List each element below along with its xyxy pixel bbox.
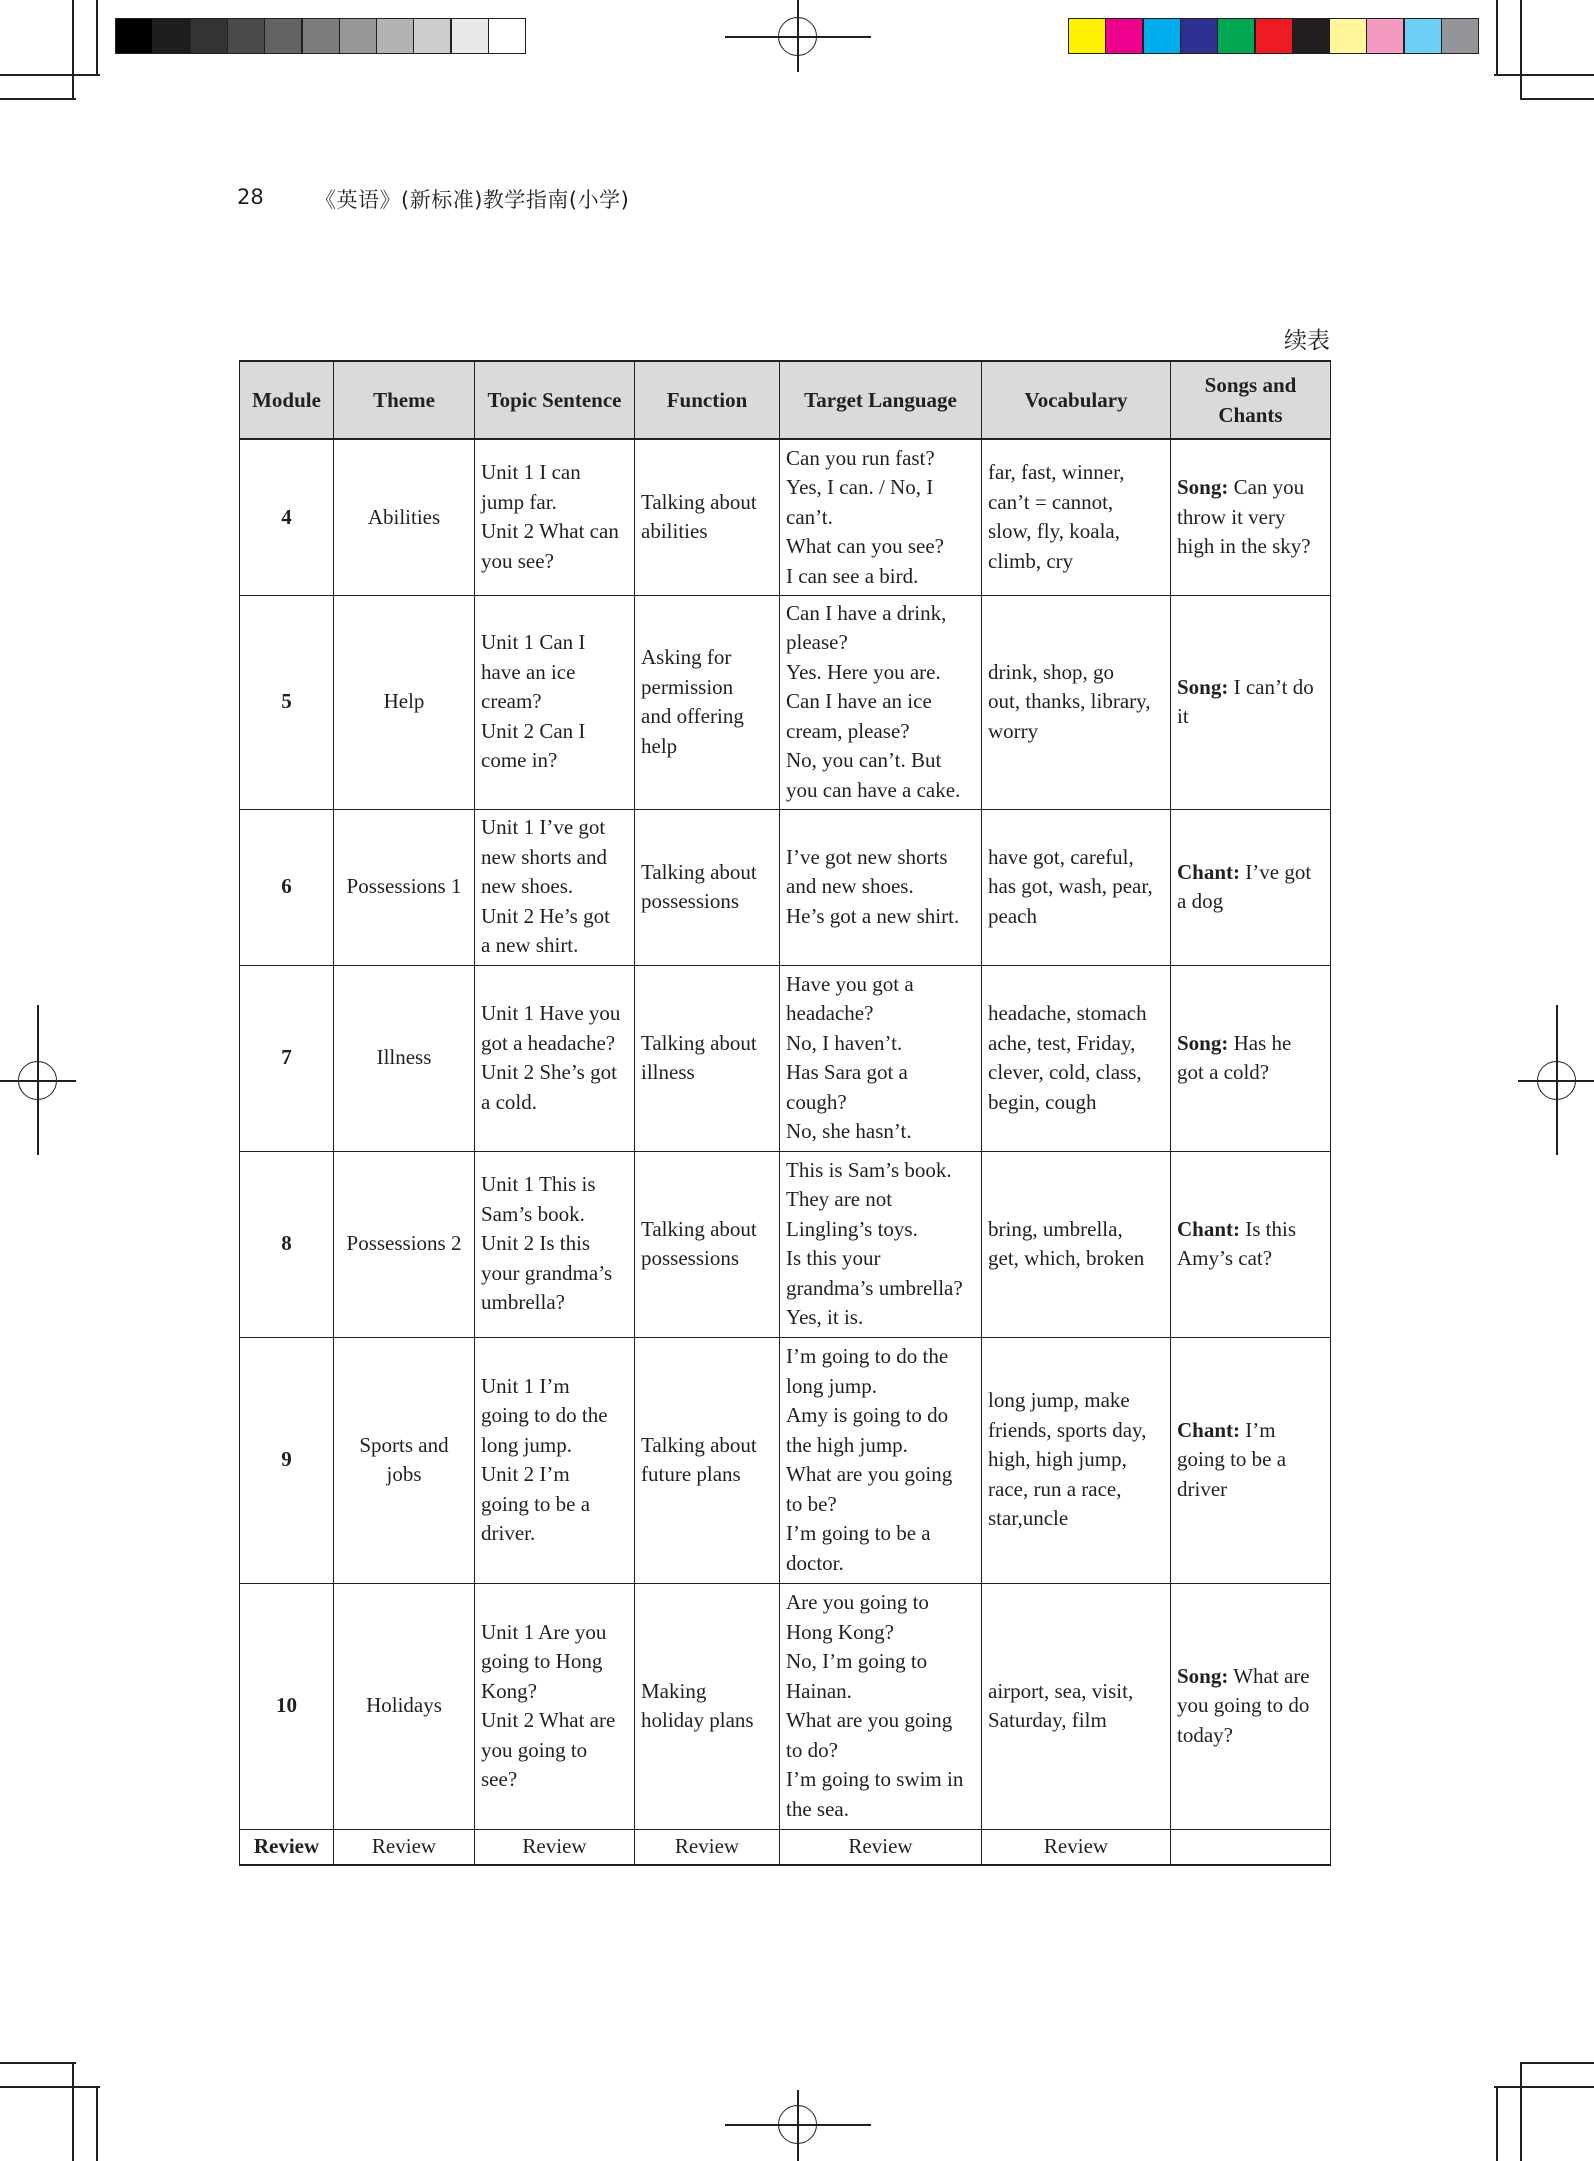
header-theme: Theme — [334, 361, 475, 439]
target-language-cell-line: Has Sara got a — [786, 1060, 908, 1084]
vocabulary-cell — [982, 1337, 1171, 1583]
target-language-cell-line: can’t. — [786, 504, 833, 529]
module-cell: 6 — [240, 809, 334, 965]
vocabulary-cell-line: race, run a race, — [988, 1476, 1122, 1501]
syllabus-table — [239, 360, 1331, 1866]
topic-sentence-cell-line: Unit 2 I’m — [481, 1462, 570, 1486]
table-row — [240, 1337, 1331, 1583]
table-row-review — [240, 1829, 1331, 1865]
target-language-cell-line: the sea. — [786, 1796, 849, 1821]
target-language-cell-line: No, she hasn’t. — [786, 1119, 912, 1143]
target-language-cell-line: Amy is going to do — [786, 1403, 949, 1427]
function-cell-line: Talking about — [641, 489, 757, 514]
song-title-line: a dog — [1177, 889, 1224, 913]
target-language-cell — [780, 595, 982, 809]
color-swatch — [1180, 18, 1218, 54]
topic-sentence-cell-line: Unit 2 He’s got — [481, 903, 610, 928]
module-cell: 9 — [240, 1337, 334, 1583]
function-cell-line: holiday plans — [641, 1708, 754, 1732]
color-swatch — [1366, 18, 1404, 54]
song-type-label: Chant: — [1177, 1216, 1241, 1241]
target-language-cell-line: Hainan. — [786, 1678, 852, 1703]
topic-sentence-cell-line: Unit 2 Is this — [481, 1231, 591, 1256]
color-swatch — [1143, 18, 1181, 54]
module-cell: 7 — [240, 965, 334, 1151]
vocabulary-cell-line: airport, sea, visit, — [988, 1678, 1134, 1703]
song-title-line: What are — [1228, 1663, 1310, 1688]
song-title-line: you going to do — [1177, 1693, 1310, 1718]
header-target-language: Target Language — [780, 361, 982, 439]
function-cell-line: possessions — [641, 1246, 740, 1270]
topic-sentence-cell-line: Unit 1 Have you — [481, 1001, 621, 1025]
table-continued-label: 续表 — [1284, 328, 1330, 354]
gray-swatch — [488, 18, 526, 54]
target-language-cell-line: grandma’s umbrella? — [786, 1275, 963, 1300]
topic-sentence-cell-line: jump far. — [481, 489, 557, 514]
target-language-cell-line: What can you see? — [786, 534, 945, 558]
topic-sentence-cell-line: Unit 2 What are — [481, 1708, 616, 1732]
target-language-cell-line: No, I’m going to — [786, 1649, 928, 1673]
function-cell-line: Talking about — [641, 859, 757, 884]
topic-sentence-cell — [475, 1151, 635, 1337]
function-cell — [635, 439, 780, 595]
function-cell-line: possessions — [641, 889, 740, 913]
header-songs-and-chants: Songs and Chants — [1171, 361, 1331, 439]
vocabulary-cell-line: far, fast, winner, — [988, 460, 1125, 485]
songs-cell — [1171, 809, 1331, 965]
target-language-cell-line: Lingling’s toys. — [786, 1216, 918, 1241]
vocabulary-cell — [982, 1151, 1171, 1337]
gray-swatch — [190, 18, 228, 54]
topic-sentence-cell-line: you see? — [481, 548, 554, 573]
vocabulary-cell — [982, 439, 1171, 595]
song-title-line: Is this — [1240, 1216, 1297, 1241]
function-cell-line: Talking about — [641, 1432, 757, 1457]
table-row — [240, 809, 1331, 965]
topic-sentence-cell-line: going to do the — [481, 1403, 608, 1427]
function-cell — [635, 595, 780, 809]
color-swatch — [1105, 18, 1143, 54]
topic-sentence-cell-line: going to be a — [481, 1491, 591, 1516]
topic-sentence-cell-line: Unit 1 I’m — [481, 1373, 570, 1398]
vocabulary-cell-line: star,uncle — [988, 1506, 1069, 1531]
target-language-cell-line: you can have a cake. — [786, 777, 961, 802]
song-type-label: Song: — [1177, 1663, 1229, 1688]
target-language-cell-line: No, I haven’t. — [786, 1030, 903, 1055]
vocabulary-cell — [982, 965, 1171, 1151]
review-songs-cell — [1171, 1829, 1331, 1865]
song-title-line: I’m — [1240, 1417, 1276, 1442]
topic-sentence-cell-line: Unit 2 What can — [481, 519, 619, 544]
song-type-label: Song: — [1177, 674, 1229, 699]
target-language-cell-line: to be? — [786, 1491, 837, 1516]
gray-swatch — [413, 18, 451, 54]
target-language-cell-line: I’m going to swim in — [786, 1767, 964, 1791]
song-type-label: Song: — [1177, 475, 1229, 499]
topic-sentence-cell-line: cream? — [481, 689, 542, 714]
table-header-row — [240, 361, 1331, 439]
topic-sentence-cell-line: Sam’s book. — [481, 1201, 585, 1226]
gray-swatch — [152, 18, 190, 54]
target-language-cell-line: Have you got a — [786, 971, 914, 996]
vocabulary-cell-line: can’t = cannot, — [988, 489, 1114, 514]
theme-cell: Possessions 1 — [334, 809, 475, 965]
function-cell-line: permission — [641, 674, 734, 699]
target-language-cell-line: They are not — [786, 1187, 893, 1211]
target-language-cell-line: cough? — [786, 1089, 847, 1114]
module-cell: 8 — [240, 1151, 334, 1337]
target-language-cell-line: What are you going — [786, 1708, 953, 1732]
vocabulary-cell-line: slow, fly, koala, — [988, 519, 1120, 544]
topic-sentence-cell-line: umbrella? — [481, 1290, 565, 1315]
module-cell: 5 — [240, 595, 334, 809]
theme-cell: Abilities — [334, 439, 475, 595]
color-swatch — [1404, 18, 1442, 54]
song-type-label: Chant: — [1177, 859, 1241, 884]
topic-sentence-cell-line: got a headache? — [481, 1030, 616, 1055]
target-language-cell-line: the high jump. — [786, 1432, 908, 1457]
function-cell-line: help — [641, 733, 678, 758]
topic-sentence-cell — [475, 1583, 635, 1829]
vocabulary-cell-line: peach — [988, 903, 1037, 928]
topic-sentence-cell-line: your grandma’s — [481, 1260, 613, 1285]
topic-sentence-cell — [475, 439, 635, 595]
target-language-cell-line: I can see a bird. — [786, 563, 919, 588]
target-language-cell — [780, 809, 982, 965]
target-language-cell — [780, 1583, 982, 1829]
theme-cell: Illness — [334, 965, 475, 1151]
vocabulary-cell-line: ache, test, Friday, — [988, 1030, 1136, 1055]
song-title-line: it — [1177, 704, 1189, 728]
topic-sentence-cell — [475, 809, 635, 965]
vocabulary-cell — [982, 595, 1171, 809]
target-language-cell-line: headache? — [786, 1001, 874, 1025]
table-row — [240, 595, 1331, 809]
color-swatch — [1329, 18, 1367, 54]
theme-cell: Holidays — [334, 1583, 475, 1829]
review-theme-cell: Review — [334, 1829, 475, 1865]
topic-sentence-cell-line: have an ice — [481, 659, 576, 684]
review-topic-cell: Review — [475, 1829, 635, 1865]
songs-cell — [1171, 439, 1331, 595]
function-cell — [635, 1151, 780, 1337]
target-language-cell-line: please? — [786, 630, 848, 655]
song-title-line: Amy’s cat? — [1177, 1246, 1273, 1270]
song-title-line: Has he — [1228, 1030, 1292, 1055]
target-language-cell — [780, 1151, 982, 1337]
table-row — [240, 1151, 1331, 1337]
header-module: Module — [240, 361, 334, 439]
song-title-line: I’ve got — [1240, 859, 1312, 884]
target-language-cell-line: This is Sam’s book. — [786, 1157, 952, 1182]
topic-sentence-cell-line: come in? — [481, 748, 558, 773]
target-language-cell-line: to do? — [786, 1737, 838, 1762]
target-language-cell-line: Yes, it is. — [786, 1305, 864, 1329]
topic-sentence-cell-line: Unit 2 Can I — [481, 718, 586, 743]
target-language-cell-line: doctor. — [786, 1550, 844, 1575]
topic-sentence-cell-line: new shorts and — [481, 844, 607, 869]
target-language-cell — [780, 965, 982, 1151]
function-cell — [635, 1583, 780, 1829]
vocabulary-cell-line: high, high jump, — [988, 1447, 1127, 1472]
function-cell-line: Asking for — [641, 645, 732, 669]
gray-swatch — [264, 18, 302, 54]
topic-sentence-cell-line: going to Hong — [481, 1649, 603, 1673]
songs-cell — [1171, 595, 1331, 809]
color-swatch — [1292, 18, 1330, 54]
function-cell-line: and offering — [641, 704, 744, 728]
topic-sentence-cell-line: Unit 1 I’ve got — [481, 815, 606, 840]
topic-sentence-cell-line: a new shirt. — [481, 933, 579, 958]
header-vocabulary: Vocabulary — [982, 361, 1171, 439]
target-language-cell-line: I’ve got new shorts — [786, 844, 948, 869]
topic-sentence-cell-line: Unit 1 This is — [481, 1172, 596, 1197]
color-swatch — [1441, 18, 1479, 54]
target-language-cell-line: Can you run fast? — [786, 445, 935, 470]
song-title-line: throw it very — [1177, 504, 1286, 529]
songs-cell — [1171, 1337, 1331, 1583]
function-cell-line: Talking about — [641, 1216, 757, 1241]
vocabulary-cell-line: climb, cry — [988, 548, 1074, 573]
function-cell-line: Making — [641, 1678, 707, 1703]
vocabulary-cell-line: worry — [988, 718, 1039, 743]
target-language-cell-line: He’s got a new shirt. — [786, 903, 960, 928]
theme-cell: Sports and jobs — [334, 1337, 475, 1583]
book-title: 《英语》(新标准)教学指南(小学) — [315, 188, 630, 212]
songs-cell — [1171, 965, 1331, 1151]
gray-swatch — [302, 18, 340, 54]
function-cell-line: abilities — [641, 519, 708, 544]
topic-sentence-cell-line: you going to — [481, 1737, 588, 1762]
songs-cell — [1171, 1583, 1331, 1829]
song-title-line: going to be a — [1177, 1447, 1287, 1472]
gray-swatch — [227, 18, 265, 54]
topic-sentence-cell-line: see? — [481, 1767, 518, 1791]
song-title-line: I can’t do — [1228, 674, 1314, 699]
function-cell-line: illness — [641, 1060, 695, 1084]
vocabulary-cell — [982, 1583, 1171, 1829]
function-cell — [635, 809, 780, 965]
target-language-cell-line: cream, please? — [786, 718, 910, 743]
vocabulary-cell-line: have got, careful, — [988, 844, 1134, 869]
theme-cell: Help — [334, 595, 475, 809]
topic-sentence-cell-line: Unit 1 Are you — [481, 1619, 607, 1644]
gray-swatch — [115, 18, 153, 54]
function-cell — [635, 1337, 780, 1583]
vocabulary-cell-line: drink, shop, go — [988, 659, 1114, 684]
song-title-line: Can you — [1228, 475, 1305, 499]
songs-cell — [1171, 1151, 1331, 1337]
target-language-cell-line: Yes. Here you are. — [786, 659, 941, 684]
target-language-cell-line: Can I have an ice — [786, 689, 932, 714]
vocabulary-cell-line: headache, stomach — [988, 1001, 1147, 1025]
table-row — [240, 965, 1331, 1151]
vocabulary-cell-line: long jump, make — [988, 1388, 1130, 1413]
gray-swatch — [339, 18, 377, 54]
target-language-cell-line: Yes, I can. / No, I — [786, 475, 934, 499]
vocabulary-cell-line: Saturday, film — [988, 1708, 1107, 1732]
review-function-cell: Review — [635, 1829, 780, 1865]
table-row — [240, 439, 1331, 595]
song-title-line: driver — [1177, 1476, 1228, 1501]
page-number: 28 — [237, 185, 264, 209]
target-language-cell-line: and new shoes. — [786, 874, 914, 899]
review-vocabulary-cell: Review — [982, 1829, 1171, 1865]
vocabulary-cell — [982, 809, 1171, 965]
topic-sentence-cell-line: Unit 1 I can — [481, 460, 581, 485]
function-cell-line: future plans — [641, 1462, 741, 1486]
song-type-label: Chant: — [1177, 1417, 1241, 1442]
target-language-cell-line: Can I have a drink, — [786, 600, 947, 625]
topic-sentence-cell-line: Unit 2 She’s got — [481, 1060, 617, 1084]
module-cell: 10 — [240, 1583, 334, 1829]
topic-sentence-cell-line: Kong? — [481, 1678, 537, 1703]
topic-sentence-cell-line: Unit 1 Can I — [481, 630, 586, 655]
gray-swatch — [376, 18, 414, 54]
color-swatch — [1217, 18, 1255, 54]
function-cell — [635, 965, 780, 1151]
topic-sentence-cell-line: a cold. — [481, 1089, 537, 1114]
vocabulary-cell-line: out, thanks, library, — [988, 689, 1151, 714]
review-module-cell: Review — [240, 1829, 334, 1865]
header-topic-sentence: Topic Sentence — [475, 361, 635, 439]
target-language-cell-line: No, you can’t. But — [786, 748, 942, 773]
topic-sentence-cell — [475, 595, 635, 809]
topic-sentence-cell-line: driver. — [481, 1521, 536, 1545]
topic-sentence-cell-line: long jump. — [481, 1432, 573, 1457]
gray-swatch — [451, 18, 489, 54]
target-language-cell-line: I’m going to be a — [786, 1521, 931, 1545]
target-language-cell-line: long jump. — [786, 1373, 878, 1398]
target-language-cell — [780, 1337, 982, 1583]
module-cell: 4 — [240, 439, 334, 595]
topic-sentence-cell — [475, 1337, 635, 1583]
vocabulary-cell-line: clever, cold, class, — [988, 1060, 1142, 1084]
color-swatch — [1255, 18, 1293, 54]
target-language-cell-line: Are you going to — [786, 1590, 929, 1614]
function-cell-line: Talking about — [641, 1030, 757, 1055]
color-swatch — [1068, 18, 1106, 54]
review-target-cell: Review — [780, 1829, 982, 1865]
song-title-line: today? — [1177, 1722, 1233, 1747]
vocabulary-cell-line: bring, umbrella, — [988, 1216, 1123, 1241]
vocabulary-cell-line: get, which, broken — [988, 1246, 1145, 1270]
vocabulary-cell-line: friends, sports day, — [988, 1417, 1147, 1442]
song-title-line: got a cold? — [1177, 1060, 1270, 1084]
topic-sentence-cell-line: new shoes. — [481, 874, 574, 899]
table-row — [240, 1583, 1331, 1829]
target-language-cell-line: What are you going — [786, 1462, 953, 1486]
vocabulary-cell-line: has got, wash, pear, — [988, 874, 1153, 899]
vocabulary-cell-line: begin, cough — [988, 1089, 1097, 1114]
song-type-label: Song: — [1177, 1030, 1229, 1055]
target-language-cell-line: I’m going to do the — [786, 1344, 949, 1368]
song-title-line: high in the sky? — [1177, 534, 1311, 558]
target-language-cell — [780, 439, 982, 595]
target-language-cell-line: Hong Kong? — [786, 1619, 894, 1644]
header-function: Function — [635, 361, 780, 439]
topic-sentence-cell — [475, 965, 635, 1151]
theme-cell: Possessions 2 — [334, 1151, 475, 1337]
target-language-cell-line: Is this your — [786, 1246, 881, 1270]
